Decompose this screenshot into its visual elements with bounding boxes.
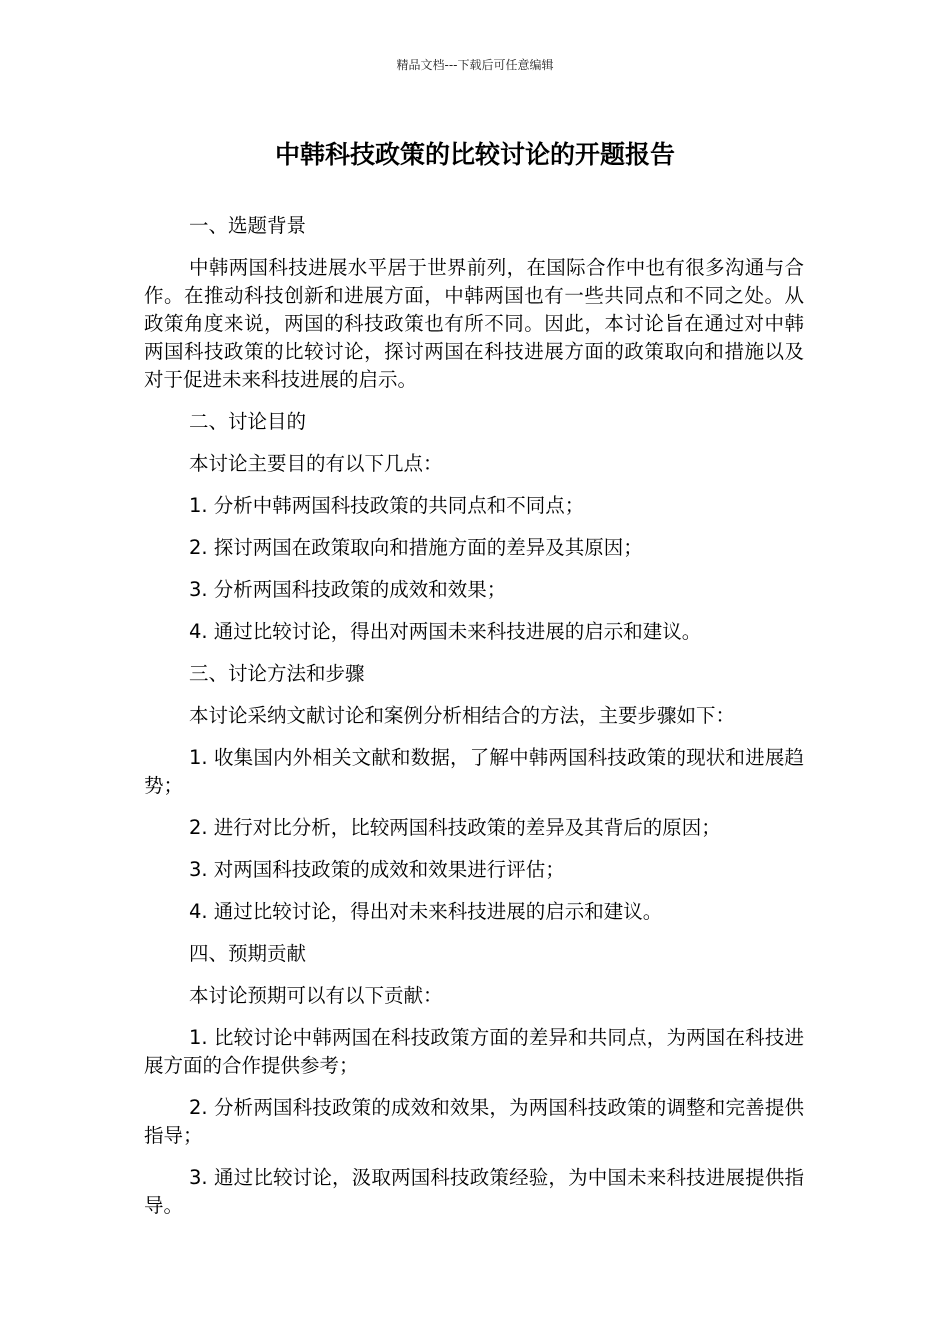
- list-item-contribution-1: 1. 比较讨论中韩两国在科技政策方面的差异和共同点，为两国在科技进展方面的合作提供参考；: [144, 1026, 804, 1077]
- paragraph-method-intro: 本讨论采纳文献讨论和案例分析相结合的方法，主要步骤如下：: [189, 704, 736, 727]
- list-item-purpose-1: 1. 分析中韩两国科技政策的共同点和不同点；: [189, 494, 585, 517]
- section-heading-method: 三、讨论方法和步骤: [189, 662, 365, 685]
- paragraph-background: 中韩两国科技进展水平居于世界前列，在国际合作中也有很多沟通与合作。在推动科技创新和进展方面，中韩两国也有一些共同点和不同之处。从政策角度来说，两国的科技政策也有所不同。因此，本讨论旨在通过对中韩两国科技政策的比较讨论，探讨两国在科技进展方面的政策取向和措施以及对于促进未来科技进展的启示。: [144, 256, 804, 391]
- document-body: [144, 212, 804, 1234]
- list-item-purpose-3: 3. 分析两国科技政策的成效和效果；: [189, 578, 507, 601]
- list-item-method-1: 1. 收集国内外相关文献和数据，了解中韩两国科技政策的现状和进展趋势；: [144, 746, 804, 797]
- section-heading-contribution: 四、预期贡献: [189, 942, 307, 965]
- paragraph-contribution-intro: 本讨论预期可以有以下贡献：: [189, 984, 443, 1007]
- paragraph-purpose-intro: 本讨论主要目的有以下几点：: [189, 452, 443, 475]
- list-item-method-2: 2. 进行对比分析，比较两国科技政策的差异及其背后的原因；: [189, 816, 721, 839]
- section-heading-purpose: 二、讨论目的: [189, 410, 307, 433]
- list-item-purpose-2: 2. 探讨两国在政策取向和措施方面的差异及其原因；: [189, 536, 643, 559]
- list-item-method-3: 3. 对两国科技政策的成效和效果进行评估；: [189, 858, 565, 881]
- list-item-contribution-3: 3. 通过比较讨论，汲取两国科技政策经验，为中国未来科技进展提供指导。: [144, 1166, 804, 1217]
- section-heading-background: 一、选题背景: [189, 214, 307, 237]
- document-title: 中韩科技政策的比较讨论的开题报告: [274, 140, 675, 169]
- page-header-note: 精品文档---下载后可任意编辑: [396, 58, 554, 72]
- list-item-purpose-4: 4. 通过比较讨论，得出对两国未来科技进展的启示和建议。: [189, 620, 702, 643]
- list-item-contribution-2: 2. 分析两国科技政策的成效和效果，为两国科技政策的调整和完善提供指导；: [144, 1096, 804, 1147]
- list-item-method-4: 4. 通过比较讨论，得出对未来科技进展的启示和建议。: [189, 900, 663, 923]
